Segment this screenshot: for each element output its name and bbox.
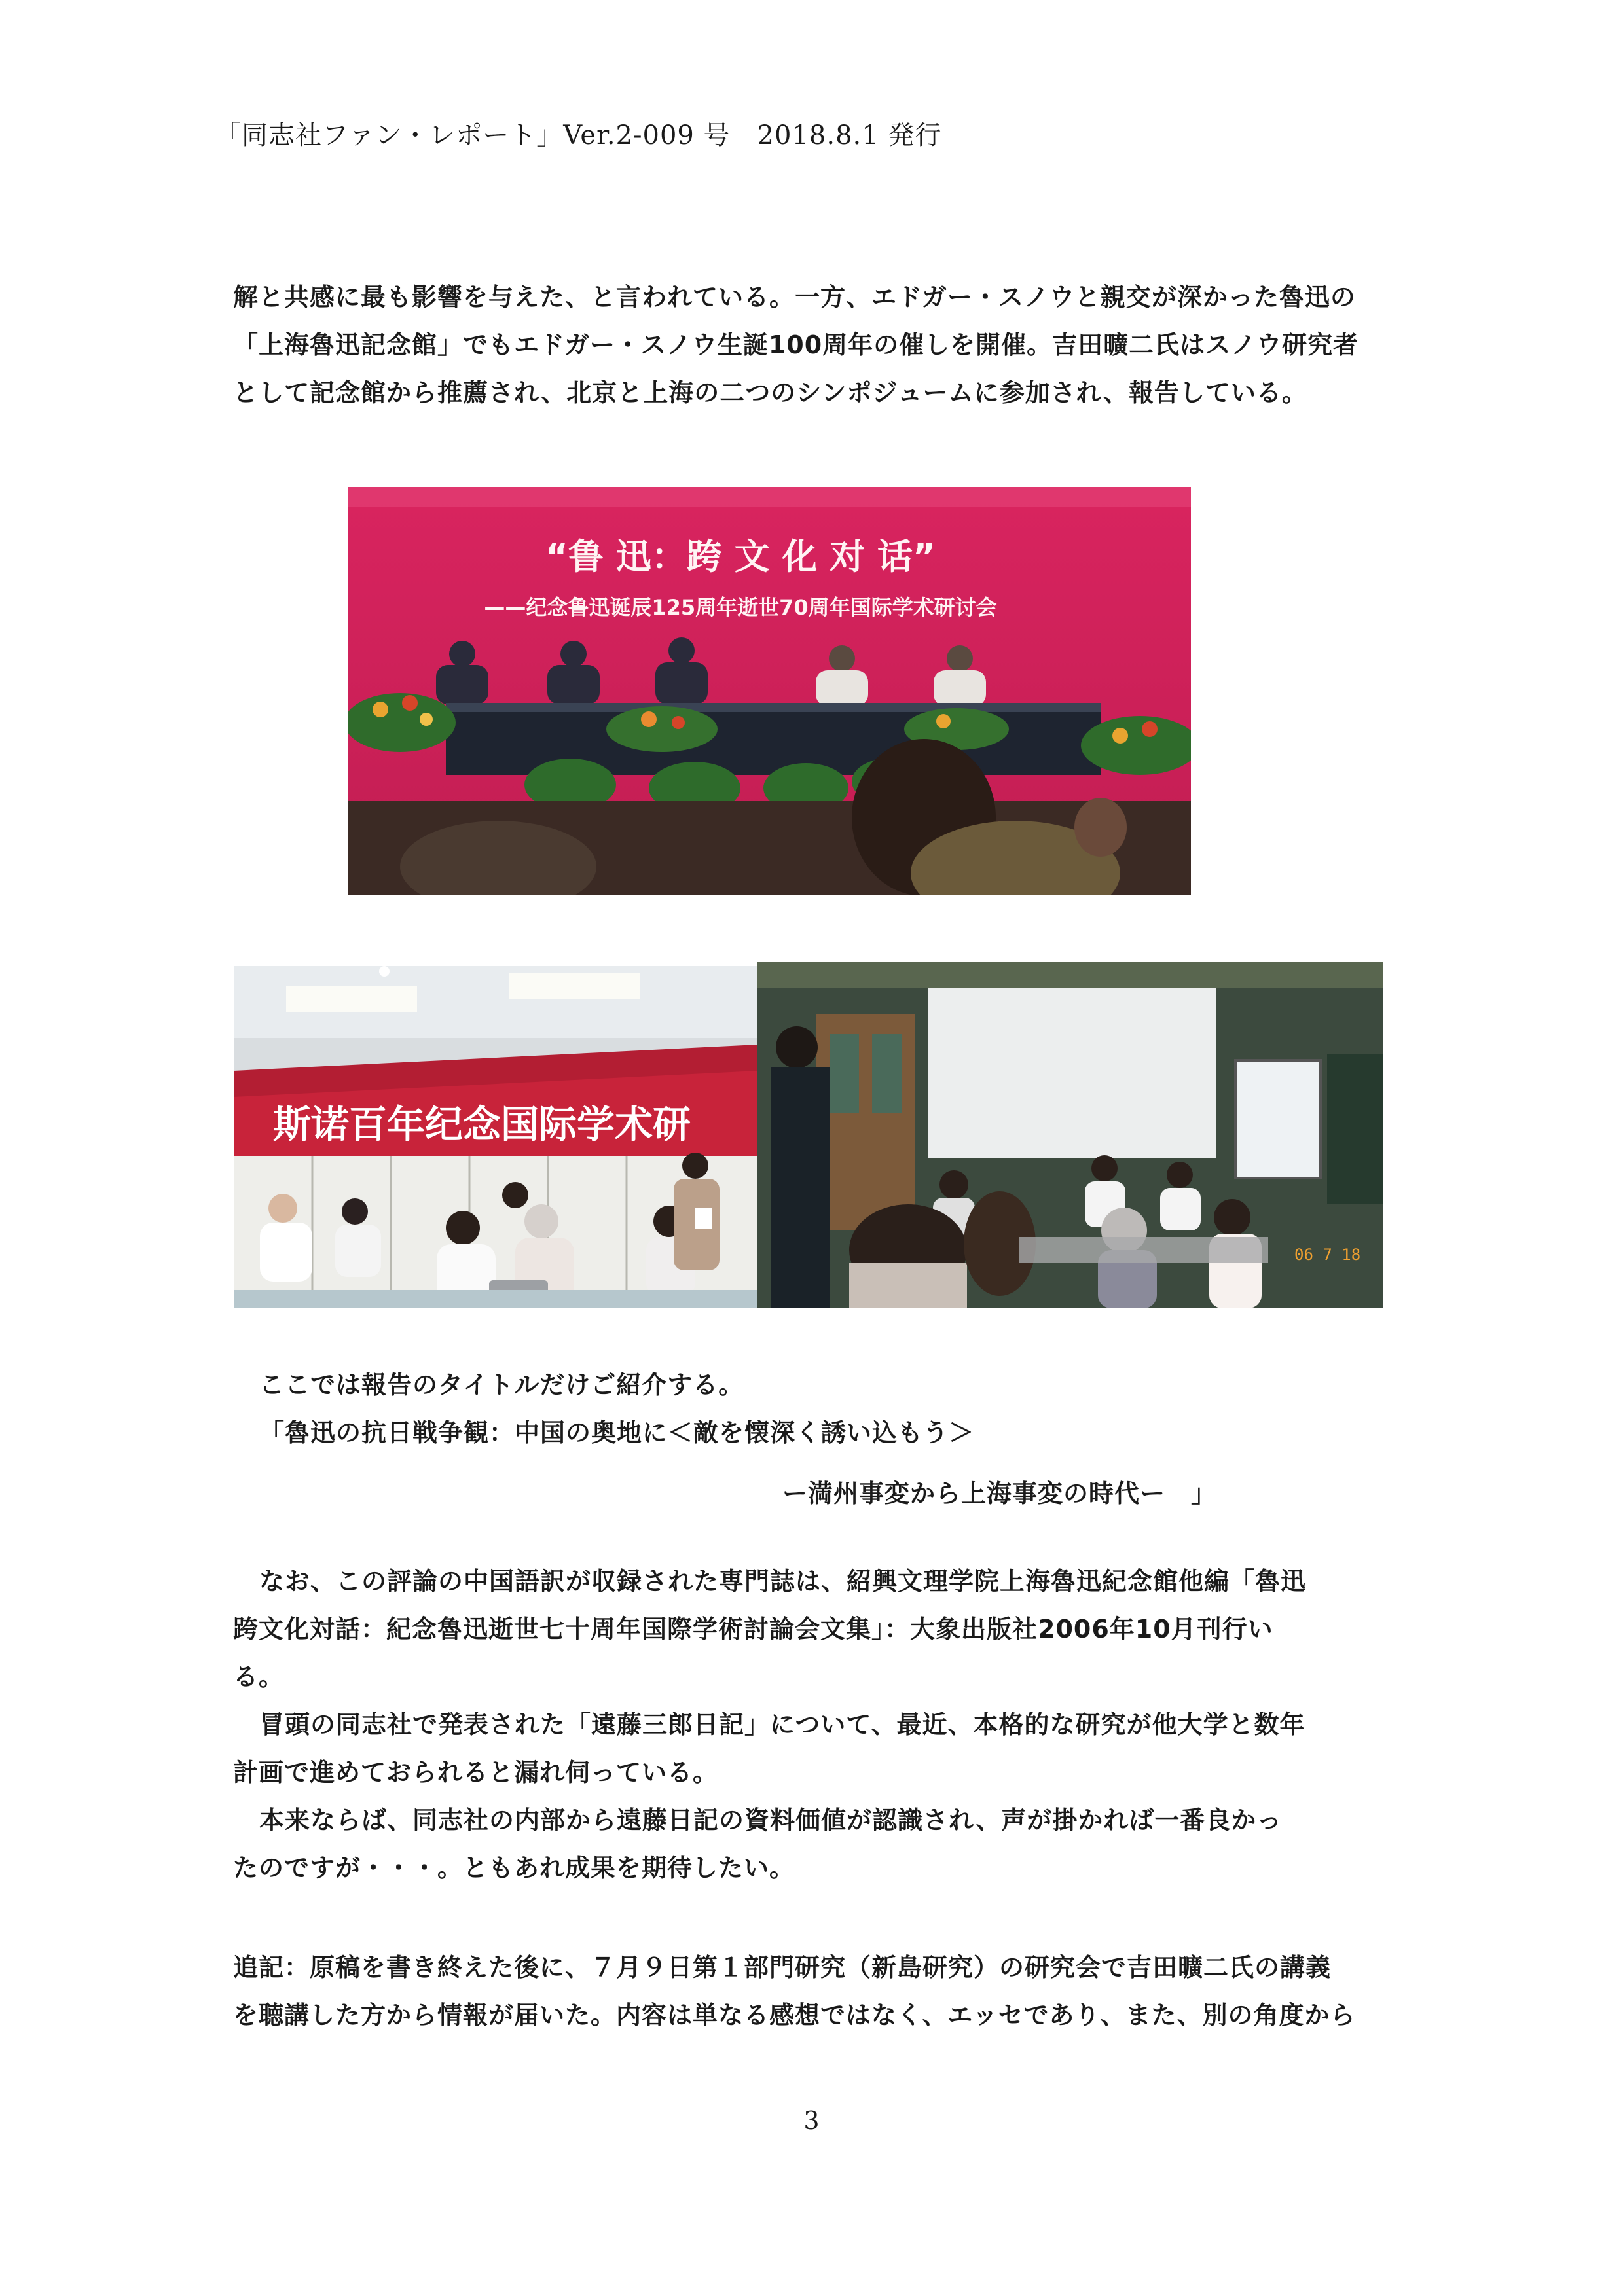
symposium-stage-photo [348, 487, 1191, 895]
text-line: を聴講した方から情報が届いた。内容は単なる感想ではなく、エッセであり、また、別の角度から [233, 2001, 1356, 2030]
paragraph-2 [233, 1558, 1398, 1892]
seminar-room-photo-left-drawing [234, 966, 757, 1308]
text-line: なお、この評論の中国語訳が収録された専門誌は、紹興文理学院上海魯迅紀念館他編「魯迅 [259, 1567, 1307, 1596]
text-line: 計画で進めておられると漏れ伺っている。 [233, 1758, 719, 1787]
stage-banner-line2: ——纪念鲁迅诞辰125周年逝世70周年国际学术研讨会 [484, 595, 997, 620]
paragraph-1 [233, 274, 1398, 417]
symposium-stage-photo-drawing [348, 487, 1191, 895]
text-line: 「上海魯迅記念館」でもエドガー・スノウ生誕100周年の催しを開催。吉田曠二氏はスノウ研究者 [233, 331, 1359, 359]
seminar-banner: 斯诺百年纪念国际学术研 [273, 1102, 691, 1147]
page-header: 「同志社ファン・レポート」Ver.2-009 号 2018.8.1 発行 [215, 120, 942, 151]
report-title-line-2: ー満州事変から上海事変の時代ー 」 [782, 1479, 1217, 1508]
text-line: る。 [233, 1662, 285, 1691]
report-intro: ここでは報告のタイトルだけご紹介する。 [259, 1371, 744, 1399]
text-line: として記念館から推薦され、北京と上海の二つのシンポジュームに参加され、報告している。 [233, 378, 1307, 407]
seminar-room-photo-right-drawing [757, 962, 1383, 1308]
text-line: たのですが・・・。ともあれ成果を期待したい。 [233, 1854, 795, 1882]
text-line: 冒頭の同志社で発表された「遠藤三郎日記」について、最近、本格的な研究が他大学と数年 [259, 1710, 1305, 1739]
paragraph-3-postscript [233, 1944, 1398, 2039]
text-line: 解と共感に最も影響を与えた、と言われている。一方、エドガー・スノウと親交が深かった魯迅の [233, 283, 1356, 312]
report-title-line-1: 「魯迅の抗日戦争観：中国の奥地に＜敵を懐深く誘い込もう＞ [259, 1418, 975, 1447]
page-number: 3 [803, 2106, 820, 2135]
seminar-room-photo-right [757, 962, 1383, 1308]
seminar-room-photo-left [234, 966, 757, 1308]
text-line: 追記：原稿を書き終えた後に、７月９日第１部門研究（新島研究）の研究会で吉田曠二氏の講義 [233, 1953, 1332, 1982]
report-title-block [233, 1361, 1398, 1457]
stage-banner-line1: “鲁 迅：跨 文 化 对 话” [545, 536, 936, 577]
text-line: 跨文化対話：紀念魯迅逝世七十周年国際学術討論会文集」：大象出版社2006年10月刊行い [233, 1615, 1273, 1643]
text-line: 本来ならば、同志社の内部から遠藤日記の資料価値が認識され、声が掛かれば一番良かっ [259, 1806, 1283, 1835]
photo-date-stamp: 06 7 18 [1294, 1246, 1361, 1264]
